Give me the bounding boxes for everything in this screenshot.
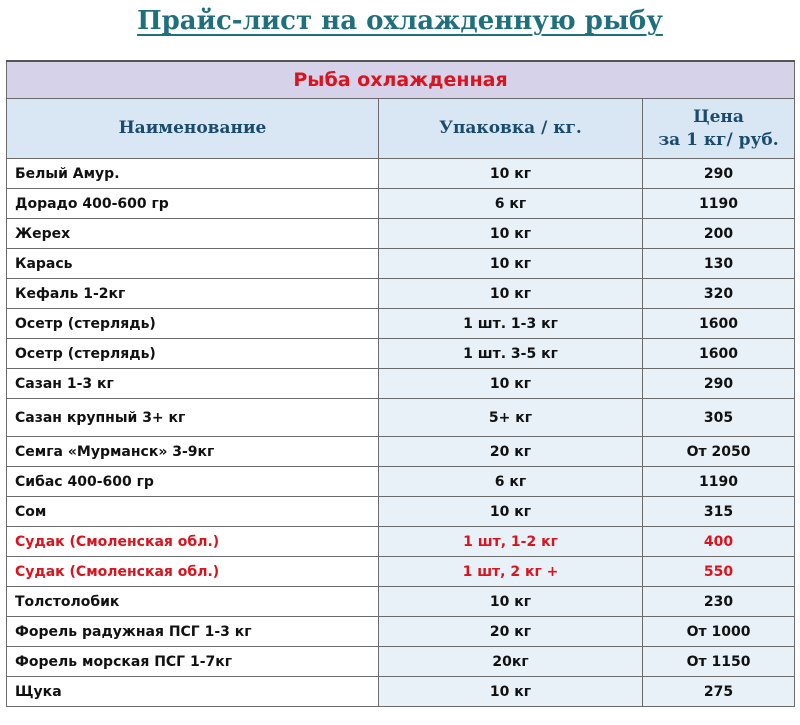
cell-price: 200 <box>643 219 795 249</box>
table-row <box>7 399 795 437</box>
cell-pack: 10 кг <box>379 159 643 189</box>
table-row <box>7 249 795 279</box>
cell-price: 400 <box>643 527 795 557</box>
cell-name: Толстолобик <box>7 587 379 617</box>
cell-pack: 10 кг <box>379 587 643 617</box>
table-row <box>7 159 795 189</box>
cell-name: Карась <box>7 249 379 279</box>
table-row <box>7 497 795 527</box>
cell-name: Семга «Мурманск» 3-9кг <box>7 437 379 467</box>
cell-name: Форель радужная ПСГ 1-3 кг <box>7 617 379 647</box>
cell-name: Щука <box>7 677 379 707</box>
cell-name: Судак (Смоленская обл.) <box>7 527 379 557</box>
section-header-row <box>7 61 795 99</box>
cell-price: От 1000 <box>643 617 795 647</box>
cell-pack: 5+ кг <box>379 399 643 437</box>
cell-pack: 1 шт, 2 кг + <box>379 557 643 587</box>
cell-pack: 10 кг <box>379 279 643 309</box>
column-header-pack: Упаковка / кг. <box>379 99 643 159</box>
cell-name: Дорадо 400-600 гр <box>7 189 379 219</box>
page-title: Прайс-лист на охлажденную рыбу <box>137 6 663 36</box>
cell-pack: 6 кг <box>379 467 643 497</box>
cell-name: Белый Амур. <box>7 159 379 189</box>
cell-name: Сазан 1-3 кг <box>7 369 379 399</box>
cell-pack: 10 кг <box>379 249 643 279</box>
cell-name: Форель морская ПСГ 1-7кг <box>7 647 379 677</box>
cell-pack: 20 кг <box>379 617 643 647</box>
column-header-row <box>7 99 795 159</box>
cell-price: 130 <box>643 249 795 279</box>
cell-price: 230 <box>643 587 795 617</box>
cell-pack: 6 кг <box>379 189 643 219</box>
cell-name: Судак (Смоленская обл.) <box>7 557 379 587</box>
price-table <box>6 60 795 707</box>
cell-price: 1600 <box>643 309 795 339</box>
cell-pack: 10 кг <box>379 369 643 399</box>
cell-price: 305 <box>643 399 795 437</box>
table-row <box>7 467 795 497</box>
column-header-price-line1: Цена <box>693 106 744 127</box>
table-row <box>7 617 795 647</box>
table-row <box>7 279 795 309</box>
cell-pack: 10 кг <box>379 677 643 707</box>
cell-price: 290 <box>643 369 795 399</box>
cell-pack: 1 шт. 1-3 кг <box>379 309 643 339</box>
table-row-highlighted <box>7 557 795 587</box>
table-row <box>7 339 795 369</box>
cell-price: 320 <box>643 279 795 309</box>
cell-pack: 1 шт. 3-5 кг <box>379 339 643 369</box>
cell-price: 1190 <box>643 189 795 219</box>
cell-price: 1190 <box>643 467 795 497</box>
column-header-name: Наименование <box>7 99 379 159</box>
section-title: Рыба охлажденная <box>7 61 795 99</box>
table-row <box>7 189 795 219</box>
table-row <box>7 219 795 249</box>
cell-name: Жерех <box>7 219 379 249</box>
cell-name: Осетр (стерлядь) <box>7 309 379 339</box>
cell-price: От 1150 <box>643 647 795 677</box>
cell-price: От 2050 <box>643 437 795 467</box>
table-row <box>7 677 795 707</box>
table-row-highlighted <box>7 527 795 557</box>
cell-price: 315 <box>643 497 795 527</box>
column-header-price-line2: за 1 кг/ руб. <box>658 129 779 150</box>
cell-price: 290 <box>643 159 795 189</box>
cell-pack: 10 кг <box>379 497 643 527</box>
table-row <box>7 437 795 467</box>
cell-price: 275 <box>643 677 795 707</box>
cell-name: Сом <box>7 497 379 527</box>
cell-name: Сазан крупный 3+ кг <box>7 399 379 437</box>
cell-price: 1600 <box>643 339 795 369</box>
table-row <box>7 647 795 677</box>
table-row <box>7 309 795 339</box>
cell-pack: 10 кг <box>379 219 643 249</box>
cell-name: Кефаль 1-2кг <box>7 279 379 309</box>
table-row <box>7 369 795 399</box>
cell-name: Сибас 400-600 гр <box>7 467 379 497</box>
cell-pack: 20кг <box>379 647 643 677</box>
cell-pack: 1 шт, 1-2 кг <box>379 527 643 557</box>
table-row <box>7 587 795 617</box>
cell-price: 550 <box>643 557 795 587</box>
cell-name: Осетр (стерлядь) <box>7 339 379 369</box>
cell-pack: 20 кг <box>379 437 643 467</box>
column-header-price <box>643 99 795 159</box>
